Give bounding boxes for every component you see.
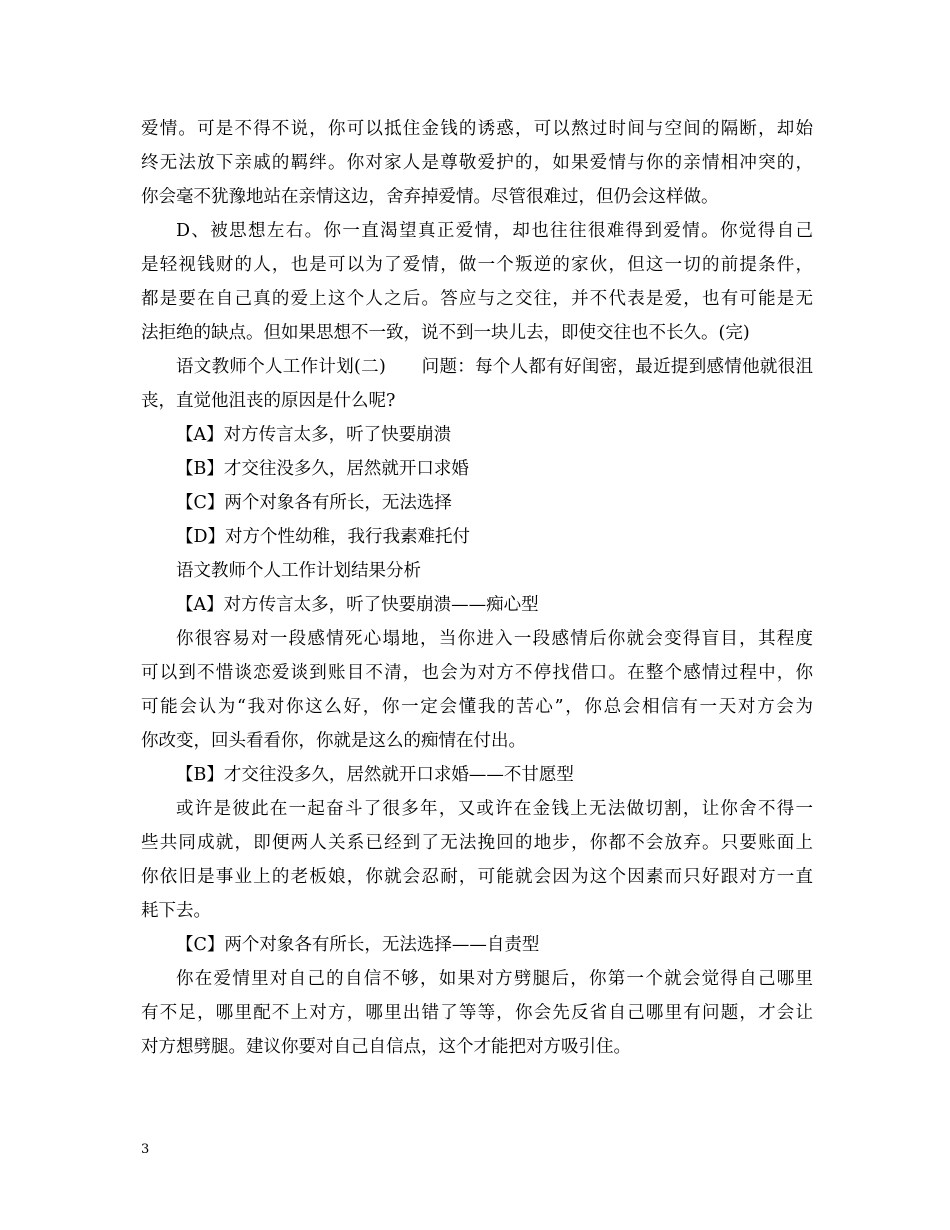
option-line: 【B】才交往没多久，居然就开口求婚 (176, 459, 469, 479)
text-line: 是轻视钱财的人，也是可以为了爱情，做一个叛逆的家伙，但这一切的前提条件， (141, 255, 813, 275)
text-line: 耗下去。 (141, 901, 211, 921)
text-line: 些共同成就，即便两人关系已经到了无法挽回的地步，你都不会放弃。只要账面上 (141, 833, 813, 853)
result-heading: 【A】对方传言太多，听了快要崩溃——痴心型 (176, 595, 539, 615)
text-line: 你会毫不犹豫地站在亲情这边，舍弃掉爱情。尽管很难过，但仍会这样做。 (141, 187, 719, 207)
result-heading: 【B】才交往没多久，居然就开口求婚——不甘愿型 (176, 765, 574, 785)
text-line: 你改变，回头看看你，你就是这么的痴情在付出。 (141, 731, 526, 751)
page-number: 3 (141, 1142, 150, 1157)
option-line: 【D】对方个性幼稚，我行我素难托付 (176, 527, 471, 547)
option-line: 【C】两个对象各有所长，无法选择 (176, 493, 452, 513)
text-line: 都是要在自己真的爱上这个人之后。答应与之交往，并不代表是爱，也有可能是无 (141, 289, 813, 309)
text-line: 有不足，哪里配不上对方，哪里出错了等等，你会先反省自己哪里有问题，才会让 (141, 1003, 813, 1023)
text-line: 法拒绝的缺点。但如果思想不一致，说不到一块儿去，即使交往也不长久。(完) (141, 323, 750, 343)
option-line: 【A】对方传言太多，听了快要崩溃 (176, 425, 452, 445)
text-line: 对方想劈腿。建议你要对自己自信点，这个才能把对方吸引住。 (141, 1037, 631, 1057)
page-body (141, 112, 813, 1064)
text-line: 语文教师个人工作计划(二) 问题：每个人都有好闺密，最近提到感情他就很沮 (176, 357, 813, 377)
text-line: 你在爱情里对自己的自信不够，如果对方劈腿后，你第一个就会觉得自己哪里 (176, 969, 813, 989)
text-line: 你依旧是事业上的老板娘，你就会忍耐，可能就会因为这个因素而只好跟对方一直 (141, 867, 813, 887)
text-line: 可以到不惜谈恋爱谈到账目不清，也会为对方不停找借口。在整个感情过程中，你 (141, 663, 813, 683)
text-line: 丧，直觉他沮丧的原因是什么呢? (141, 391, 396, 411)
result-heading: 【C】两个对象各有所长，无法选择——自责型 (176, 935, 540, 955)
section-heading: 语文教师个人工作计划结果分析 (176, 561, 421, 581)
text-line: 可能会认为“我对你这么好，你一定会懂我的苦心”，你总会相信有一天对方会为 (141, 697, 813, 717)
text-line: 终无法放下亲戚的羁绊。你对家人是尊敬爱护的，如果爱情与你的亲情相冲突的， (141, 153, 813, 173)
text-line: 你很容易对一段感情死心塌地，当你进入一段感情后你就会变得盲目，其程度 (176, 629, 813, 649)
text-line: D、被思想左右。你一直渴望真正爱情，却也往往很难得到爱情。你觉得自己 (176, 221, 813, 241)
text-line: 爱情。可是不得不说，你可以抵住金钱的诱惑，可以熬过时间与空间的隔断，却始 (141, 119, 813, 139)
text-line: 或许是彼此在一起奋斗了很多年，又或许在金钱上无法做切割，让你舍不得一 (176, 799, 813, 819)
